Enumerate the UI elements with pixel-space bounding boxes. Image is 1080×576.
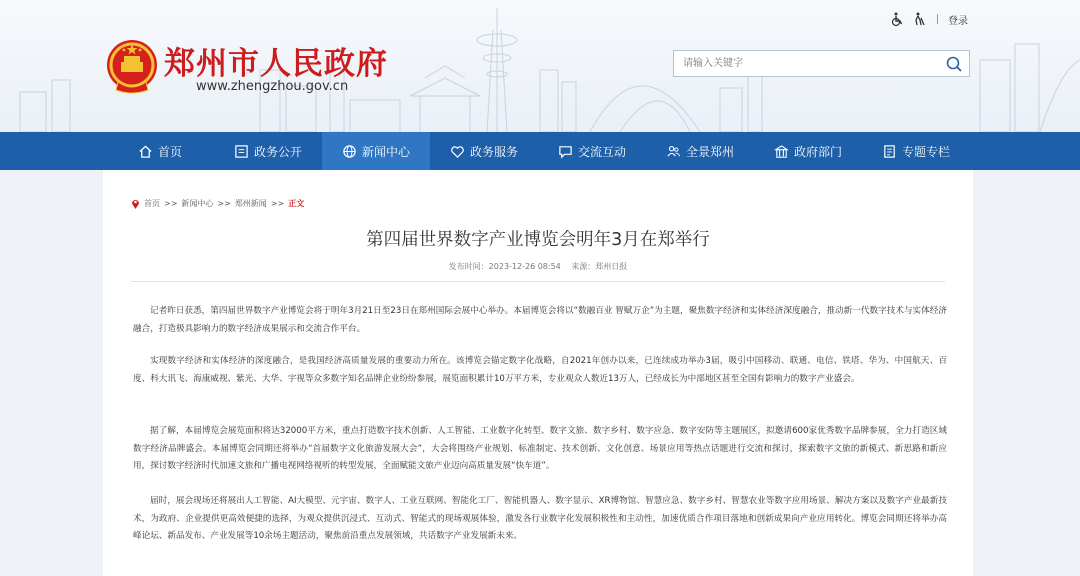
nav-item-interaction[interactable] xyxy=(538,132,646,170)
nav-item-departments[interactable] xyxy=(754,132,862,170)
main-nav xyxy=(0,132,1080,170)
elderly-icon[interactable] xyxy=(911,11,927,27)
wheelchair-icon[interactable] xyxy=(889,11,905,27)
search-icon[interactable] xyxy=(945,55,963,73)
nav-item-label: 新闻中心 xyxy=(361,144,410,159)
site-url: www.zhengzhou.gov.cn xyxy=(196,79,349,94)
location-pin-icon xyxy=(131,198,140,209)
breadcrumb-home[interactable]: 首页 xyxy=(144,199,160,208)
title-divider xyxy=(131,281,945,282)
utility-separator xyxy=(937,14,938,24)
nav-item-label: 专题专栏 xyxy=(901,144,950,159)
people-icon xyxy=(666,144,681,159)
article-paragraph: 据了解，本届博览会展览面积将达32000平方米，重点打造数字技术创新、人工智能、工业数字化转型、数字文旅、数字乡村、数字应急、数字安防等主题展区，拟邀请600家优秀数字品牌参展，全力打造区域数字经济品牌盛会。本届博览会同期还将举办“首届数字文化旅游发展大会”，大会将围绕产业规划、标准制定、技术创新、文化创意、场景应用等热点话题进行交流和探讨，探索数字文旅的新模式、新思路和新应用，探讨数字经济时代加速文旅和广播电视网络视听的转型发展，全面赋能文旅产业迈向高质量发展“快车道”。 xyxy=(133,426,947,471)
document-icon xyxy=(234,144,249,159)
article-paragraph: 实现数字经济和实体经济的深度融合，是我国经济高质量发展的重要动力所在。该博览会锚定数字化战略，自2021年创办以来，已连续成功举办3届，吸引中国移动、联通、电信、铁塔、华为、中国航天、百度、科大讯飞、海康威视、紫光、大华、宇视等众多数字知名品牌企业纷纷参展，展览面积累计10万平方米，专业观众人数近13万人，已经成长为中部地区甚至全国有影响力的数字产业盛会。 xyxy=(133,356,947,384)
breadcrumb xyxy=(131,198,304,209)
breadcrumb-news-center[interactable]: 新闻中心 xyxy=(181,199,214,208)
article-container xyxy=(103,170,973,576)
nav-item-label: 首页 xyxy=(157,144,182,159)
breadcrumb-current: 正文 xyxy=(288,199,305,208)
utility-bar xyxy=(889,11,968,27)
search-input[interactable] xyxy=(674,51,952,76)
nav-item-label: 政务服务 xyxy=(469,144,518,159)
nav-item-gov-affairs[interactable] xyxy=(214,132,322,170)
site-header xyxy=(0,0,1080,132)
breadcrumb-zhengzhou-news[interactable]: 郑州新闻 xyxy=(234,199,267,208)
publish-time: 发布时间：2023-12-26 08:54 xyxy=(448,262,561,271)
article-paragraph: 记者昨日获悉，第四届世界数字产业博览会将于明年3月21日至23日在郑州国际会展中心举办。本届博览会将以“数融百业 智赋万企”为主题，聚焦数字经济和实体经济深度融合，推动新一代数字技术与实体经济融合，打造极具影响力的数字经济成果展示和交流合作平台。 xyxy=(133,306,947,334)
article-meta xyxy=(103,261,973,272)
nav-item-special-topics[interactable] xyxy=(862,132,970,170)
nav-item-news-center[interactable] xyxy=(322,132,430,170)
nav-item-label: 交流互动 xyxy=(577,144,626,159)
article-paragraph: 届时，展会现场还将展出人工智能、AI大模型、元宇宙、数字人、工业互联网、智能化工厂、智能机器人、数字显示、XR博物馆、智慧应急、数字乡村、智慧农业等数字应用场景、解决方案以及数字产业最新技术，为政府、企业提供更高效便捷的选择，为观众提供沉浸式、互动式、智能式的现场观展体验，激发各行业数字化发展积极性和主动性，加速优质合作项目落地和创新成果向产业应用转化。博览会同期还将举办高峰论坛、新品发布、产业发展等10余场主题活动，聚焦前沿重点发展领域，共话数字产业发展新未来。 xyxy=(133,496,947,541)
nav-item-gov-services[interactable] xyxy=(430,132,538,170)
search-box xyxy=(673,50,970,77)
breadcrumb-separator: >> xyxy=(270,199,285,208)
nav-item-label: 政府部门 xyxy=(793,144,842,159)
national-emblem-logo xyxy=(104,38,160,96)
home-icon xyxy=(138,144,153,159)
building-icon xyxy=(774,144,789,159)
chat-icon xyxy=(558,144,573,159)
article-source: 来源：郑州日报 xyxy=(571,262,628,271)
nav-item-home[interactable] xyxy=(106,132,214,170)
breadcrumb-separator: >> xyxy=(164,199,178,208)
nav-item-label: 全景郑州 xyxy=(685,144,734,159)
heart-icon xyxy=(450,144,465,159)
nav-item-label: 政务公开 xyxy=(253,144,302,159)
article-title: 第四届世界数字产业博览会明年3月在郑举行 xyxy=(366,230,710,250)
site-name: 郑州市人民政府 xyxy=(164,46,388,82)
breadcrumb-separator: >> xyxy=(217,199,231,208)
nav-item-panorama[interactable] xyxy=(646,132,754,170)
login-link[interactable]: 登录 xyxy=(948,15,968,27)
list-icon xyxy=(882,144,897,159)
globe-icon xyxy=(342,144,357,159)
